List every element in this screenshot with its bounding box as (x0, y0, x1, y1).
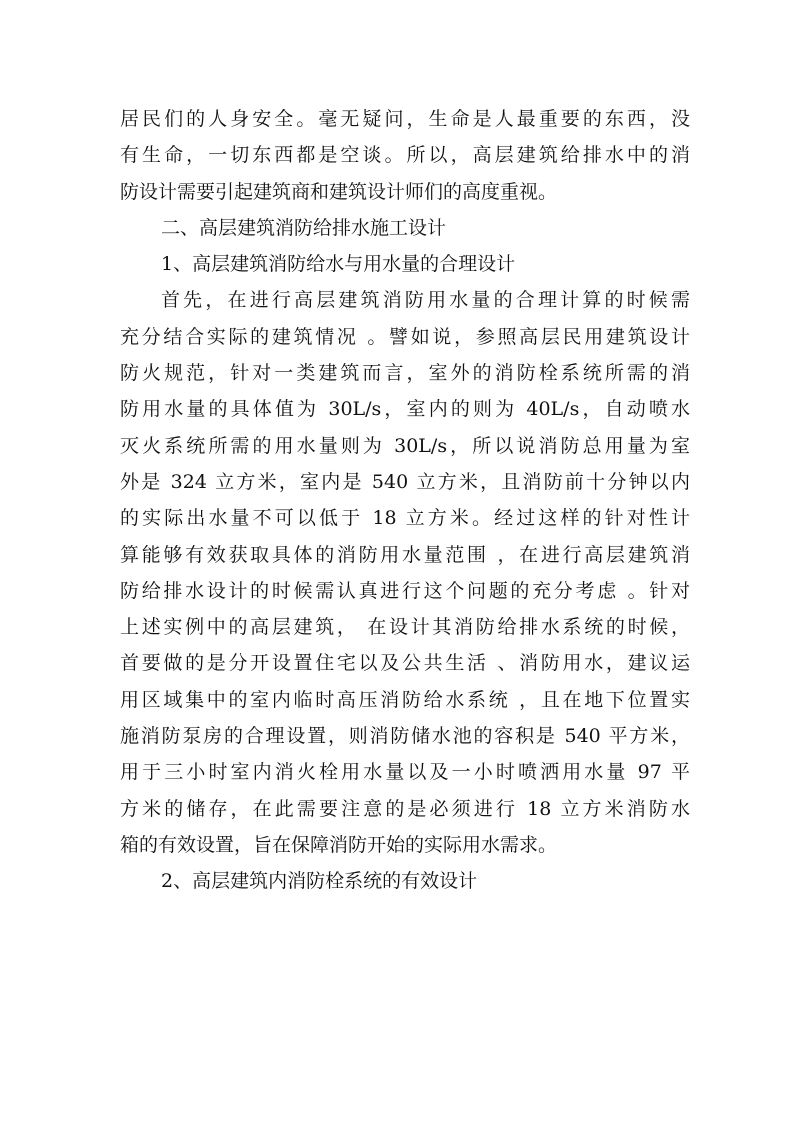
paragraph-line: 用区域集中的室内临时高压消防给水系统 ，且在地下位置实 (120, 688, 690, 711)
paragraph-line: 防用水量的具体值为 30L/s，室内的则为 40L/s，自动喷水 (120, 398, 690, 421)
paragraph-line: 箱的有效设置，旨在保障消防开始的实际用水需求。 (120, 833, 558, 856)
paragraph-line: 算能够有效获取具体的消防用水量范围 ，在进行高层建筑消 (120, 543, 690, 566)
paragraph-line: 防火规范，针对一类建筑而言，室外的消防栓系统所需的消 (120, 362, 690, 385)
paragraph-line: 防设计需要引起建筑商和建筑设计师们的高度重视。 (120, 180, 558, 203)
paragraph-line: 的实际出水量不可以低于 18 立方米。经过这样的针对性计 (120, 507, 690, 530)
paragraph-line: 用于三小时室内消火栓用水量以及一小时喷洒用水量 97 平 (120, 761, 690, 784)
paragraph-line: 方米的储存，在此需要注意的是必须进行 18 立方米消防水 (120, 797, 690, 820)
paragraph-line: 上述实例中的高层建筑， 在设计其消防给排水系统的时候， (120, 616, 690, 639)
paragraph-line: 有生命，一切东西都是空谈。所以，高层建筑给排水中的消 (120, 144, 690, 167)
paragraph-line: 首要做的是分开设置住宅以及公共生活 、消防用水，建议运 (120, 652, 690, 675)
subsection-heading: 2、高层建筑内消防栓系统的有效设计 (161, 870, 478, 893)
paragraph-line: 外是 324 立方米，室内是 540 立方米，且消防前十分钟以内 (120, 470, 690, 493)
paragraph-line: 居民们的人身安全。毫无疑问，生命是人最重要的东西，没 (120, 108, 690, 130)
paragraph-line: 首先，在进行高层建筑消防用水量的合理计算的时候需 (161, 289, 690, 312)
paragraph-line: 充分结合实际的建筑情况 。譬如说，参照高层民用建筑设计 (120, 325, 690, 348)
paragraph-line: 防给排水设计的时候需认真进行这个问题的充分考虑 。针对 (120, 579, 690, 602)
body-text (120, 101, 690, 900)
paragraph-line: 施消防泵房的合理设置，则消防储水池的容积是 540 平方米， (120, 725, 690, 748)
section-heading: 二、高层建筑消防给排水施工设计 (161, 216, 447, 239)
paragraph-line: 灭火系统所需的用水量则为 30L/s，所以说消防总用量为室 (120, 434, 690, 457)
subsection-heading: 1、高层建筑消防给水与用水量的合理设计 (161, 253, 516, 276)
